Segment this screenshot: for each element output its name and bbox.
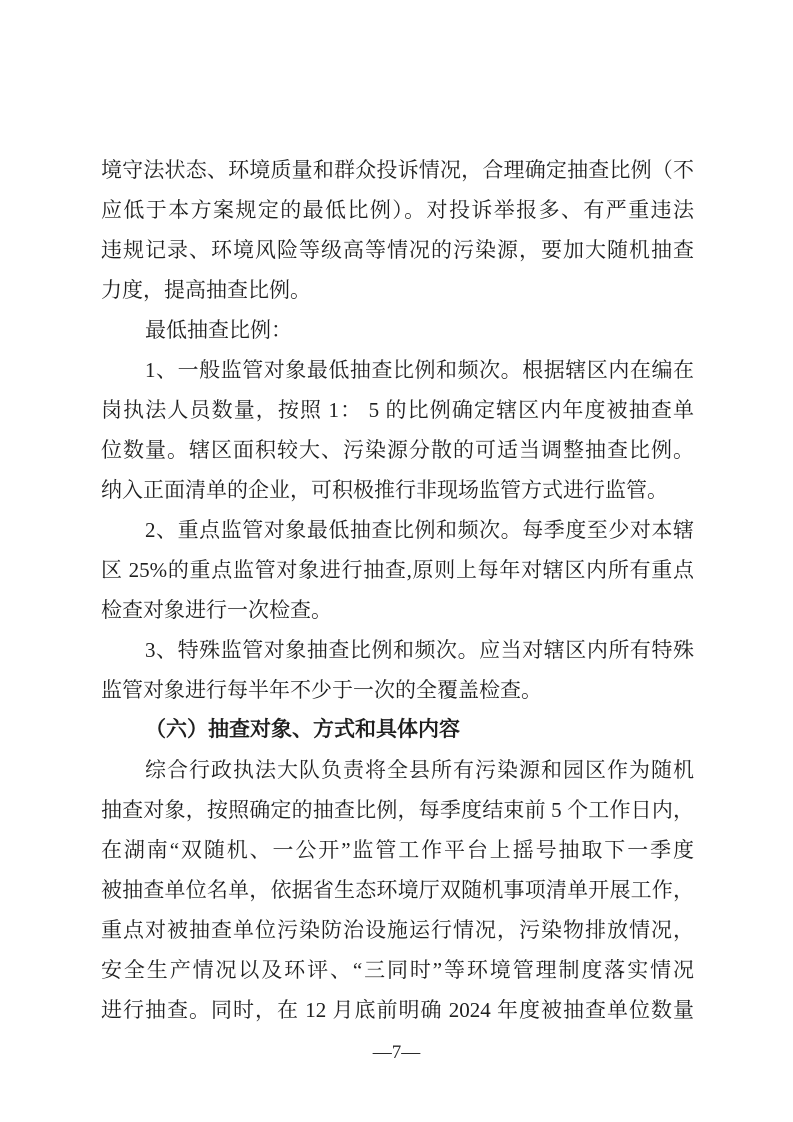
paragraph-line: 综合行政执法大队负责将全县所有污染源和园区作为随机 <box>145 758 694 782</box>
paragraph-line: 抽查对象，按照确定的抽查比例，每季度结束前 5 个工作日内， <box>101 798 694 822</box>
paragraph-line: 进行抽查。同时，在 12 月底前明确 2024 年度被抽查单位数量 <box>101 998 694 1022</box>
paragraph-line: 在湖南“双随机、一公开”监管工作平台上摇号抽取下一季度 <box>101 838 694 862</box>
paragraph-line: 最低抽查比例： <box>145 318 292 342</box>
paragraph-line: 力度，提高抽查比例。 <box>101 278 311 302</box>
paragraph-line: 区 25%的重点监管对象进行抽查,原则上每年对辖区内所有重点 <box>101 558 694 582</box>
list-item-line: 1、一般监管对象最低抽查比例和频次。根据辖区内在编在 <box>145 358 694 382</box>
section-heading: （六）抽查对象、方式和具体内容 <box>145 718 460 741</box>
page-number: —7— <box>372 1042 421 1063</box>
paragraph-line: 纳入正面清单的企业，可积极推行非现场监管方式进行监管。 <box>101 478 668 502</box>
paragraph-line: 重点对被抽查单位污染防治设施运行情况，污染物排放情况， <box>101 918 694 942</box>
paragraph-line: 监管对象进行每半年不少于一次的全覆盖检查。 <box>101 678 542 702</box>
paragraph-line: 被抽查单位名单，依据省生态环境厅双随机事项清单开展工作， <box>101 878 694 902</box>
paragraph-line: 岗执法人员数量，按照 1： 5 的比例确定辖区内年度被抽查单 <box>101 398 694 422</box>
document-body <box>101 150 694 1030</box>
list-item-line: 2、重点监管对象最低抽查比例和频次。每季度至少对本辖 <box>145 518 694 542</box>
paragraph-line: 检查对象进行一次检查。 <box>101 598 332 622</box>
paragraph-line: 违规记录、环境风险等级高等情况的污染源，要加大随机抽查 <box>101 238 694 262</box>
list-item-line: 3、特殊监管对象抽查比例和频次。应当对辖区内所有特殊 <box>145 638 694 662</box>
paragraph-line: 位数量。辖区面积较大、污染源分散的可适当调整抽查比例。 <box>101 438 694 462</box>
paragraph-line: 应低于本方案规定的最低比例）。对投诉举报多、有严重违法 <box>101 198 694 222</box>
paragraph-line: 境守法状态、环境质量和群众投诉情况，合理确定抽查比例（不 <box>101 158 694 182</box>
paragraph-line: 安全生产情况以及环评、“三同时”等环境管理制度落实情况 <box>101 958 694 982</box>
